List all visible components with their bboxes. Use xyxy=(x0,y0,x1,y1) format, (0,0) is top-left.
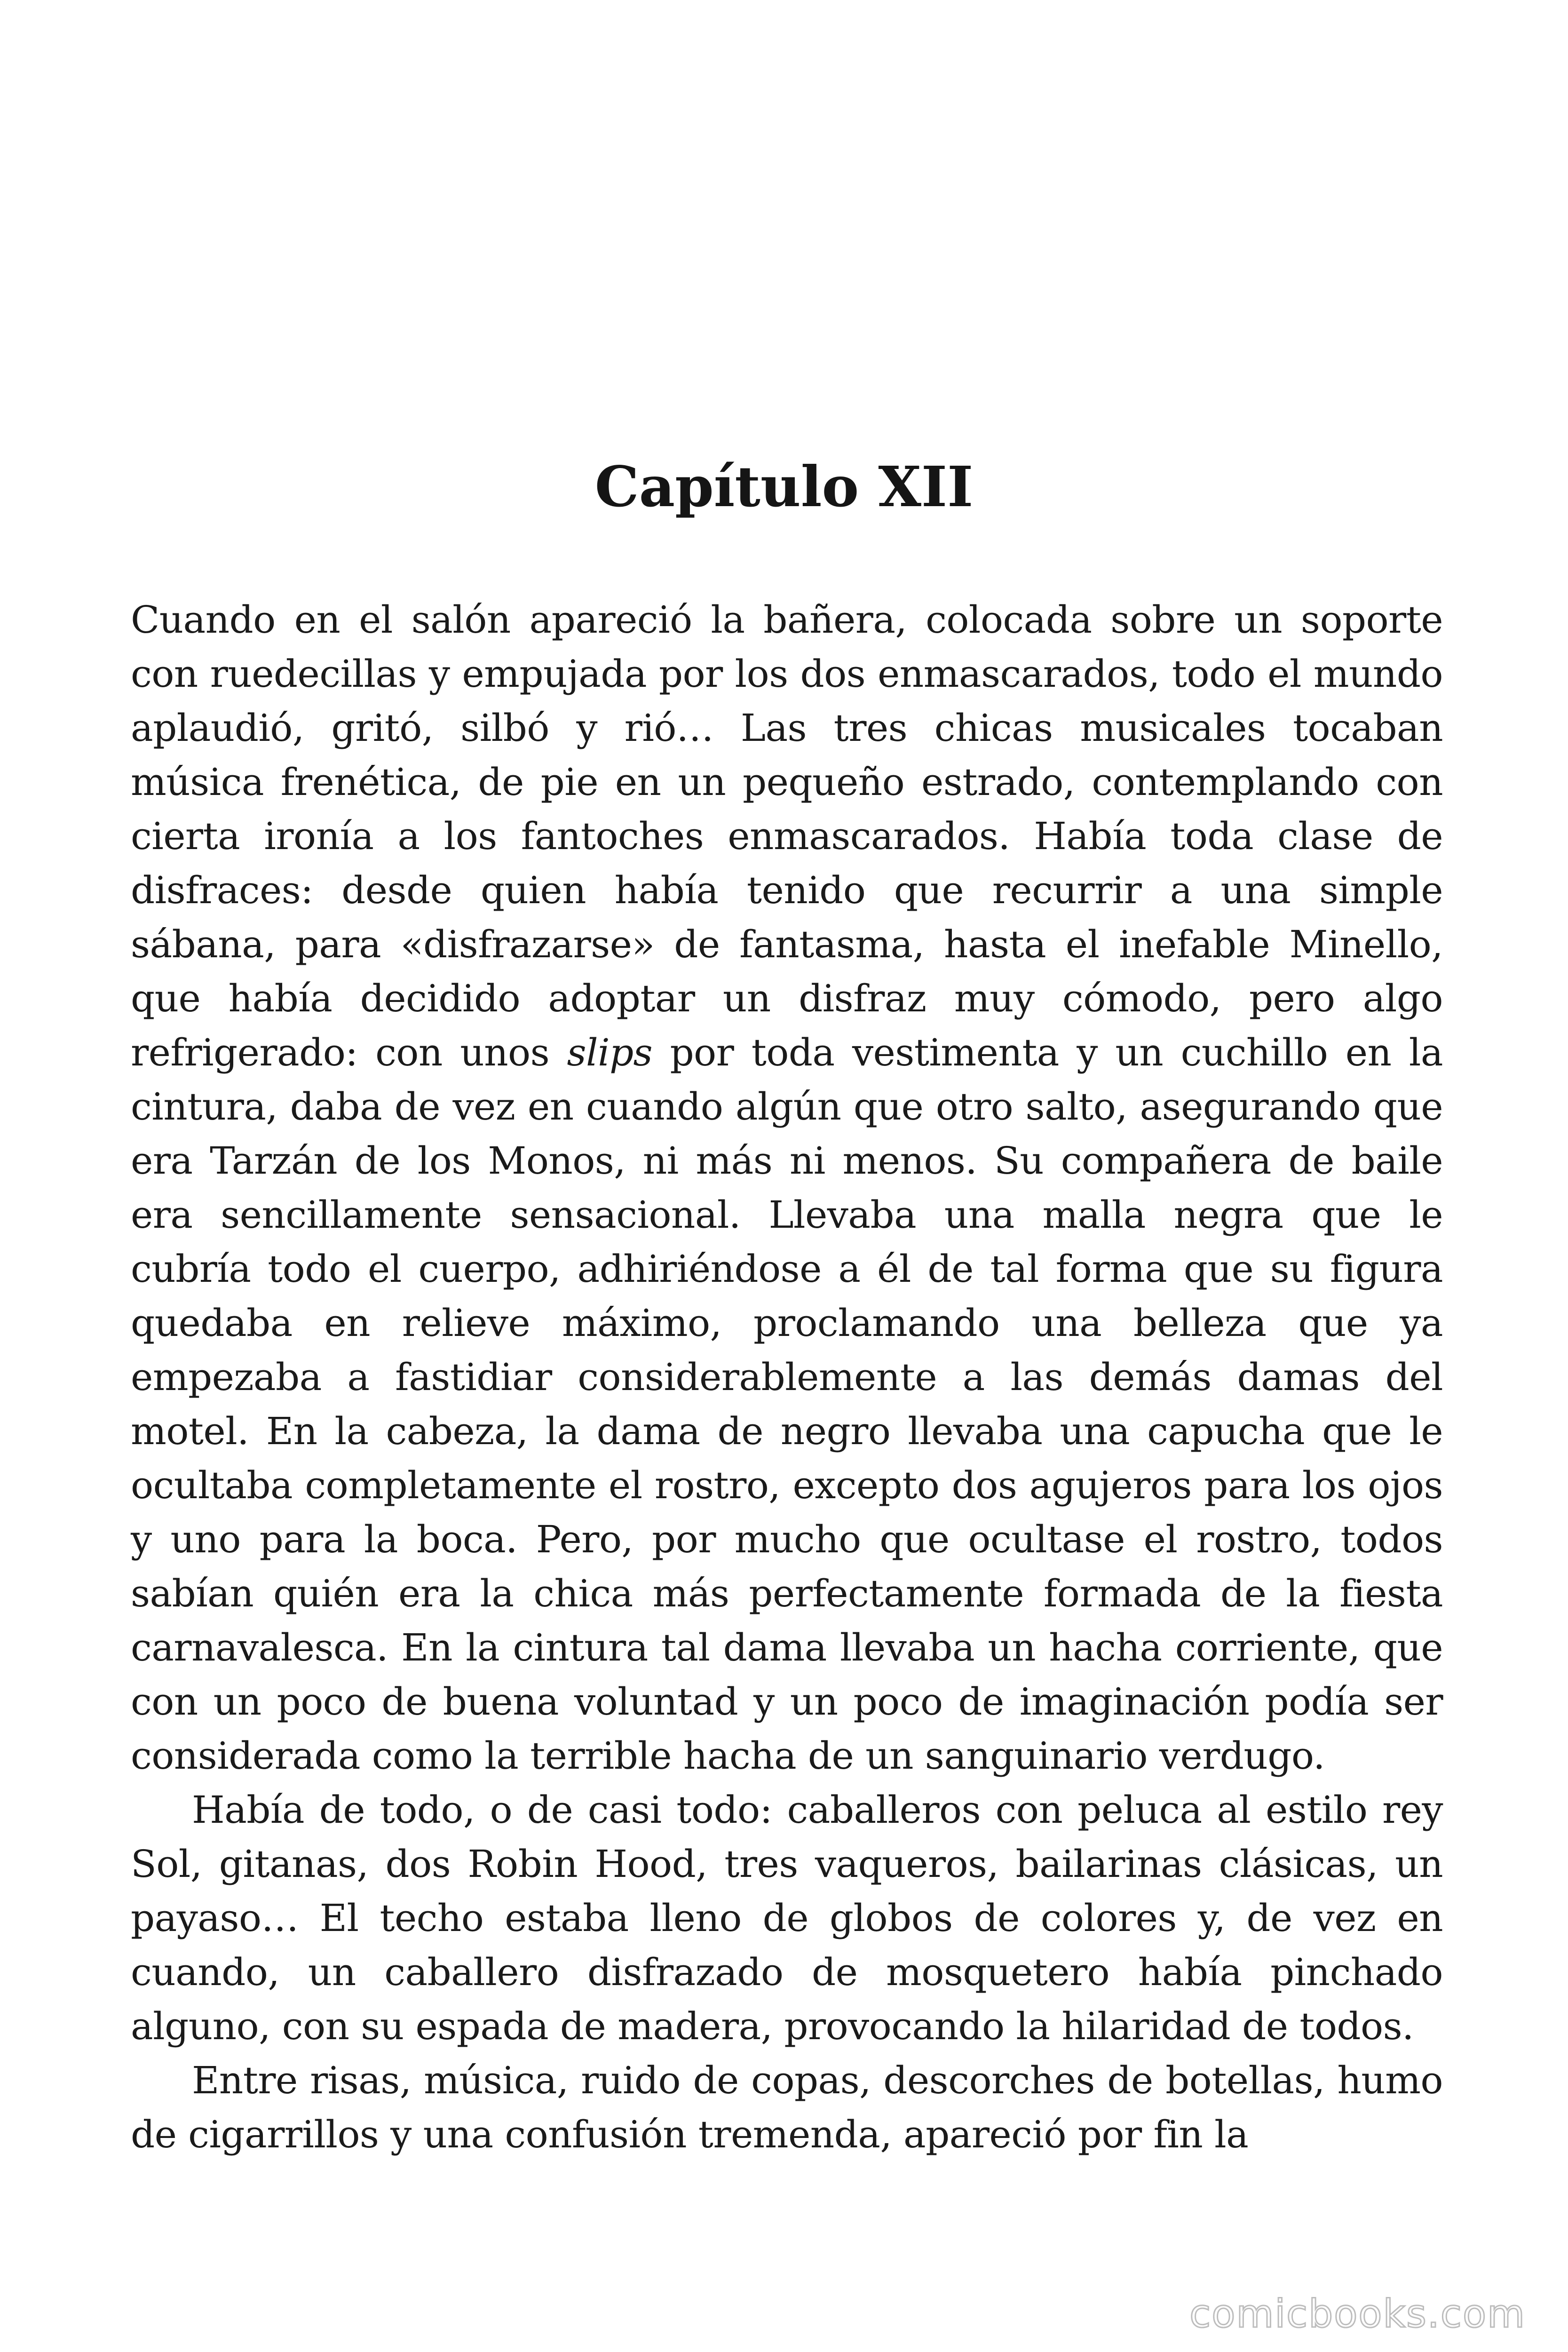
watermark: comicbooks.com xyxy=(1189,2292,1526,2336)
paragraph-2: Había de todo, o de casi todo: caballeros con peluca al estilo rey Sol, gitanas, dos Robin Hood, tres vaqueros, bailarinas clásicas, un payaso… El techo estaba lleno de globos de colores y, de vez en cuando, un caballero disfrazado de mosquetero había pinchado alguno, con su espada de madera, provocando la hilaridad de todos. xyxy=(131,1788,1443,2048)
paragraph-1 xyxy=(131,593,1443,1783)
chapter-title: Capítulo XII xyxy=(594,454,974,519)
paragraph-1-text-before: Cuando en el salón apareció la bañera, colocada sobre un soporte con ruedecillas y empujada por los dos enmascarados, todo el mundo aplaudió, gritó, silbó y rió… Las tres chicas musicales tocaban música frenética, de pie en un pequeño estrado, contemplando con cierta ironía a los fantoches enmascarados. Había toda clase de disfraces: desde quien había tenido que recurrir a una simple sábana, para «disfrazarse» de fantasma, hasta el inefable Minello, que había decidido adoptar un disfraz muy cómodo, pero algo refrigerado: con unos xyxy=(131,598,1443,1074)
paragraph-3: Entre risas, música, ruido de copas, descorches de botellas, humo de cigarrillos y una confusión tremenda, apareció por fin la xyxy=(131,2058,1443,2156)
paragraph-1-text-after: por toda vestimenta y un cuchillo en la cintura, daba de vez en cuando algún que otro salto, asegurando que era Tarzán de los Monos, ni más ni menos. Su compañera de baile era sencillamente sensacional. Llevaba una malla negra que le cubría todo el cuerpo, adhiriéndose a él de tal forma que su figura quedaba en relieve máximo, proclamando una belleza que ya empezaba a fastidiar considerablemente a las demás damas del motel. En la cabeza, la dama de negro llevaba una capucha que le ocultaba completamente el rostro, excepto dos agujeros para los ojos y uno para la boca. Pero, por mucho que ocultase el rostro, todos sabían quién era la chica más perfectamente formada de la fiesta carnavalesca. En la cintura tal dama llevaba un hacha corriente, que con un poco de buena voluntad y un poco de imaginación podía ser considerada como la terrible hacha de un sanguinario verdugo. xyxy=(131,1031,1443,1778)
chapter-body xyxy=(131,593,1443,2161)
paragraph-1-italic-word: slips xyxy=(567,1031,653,1074)
